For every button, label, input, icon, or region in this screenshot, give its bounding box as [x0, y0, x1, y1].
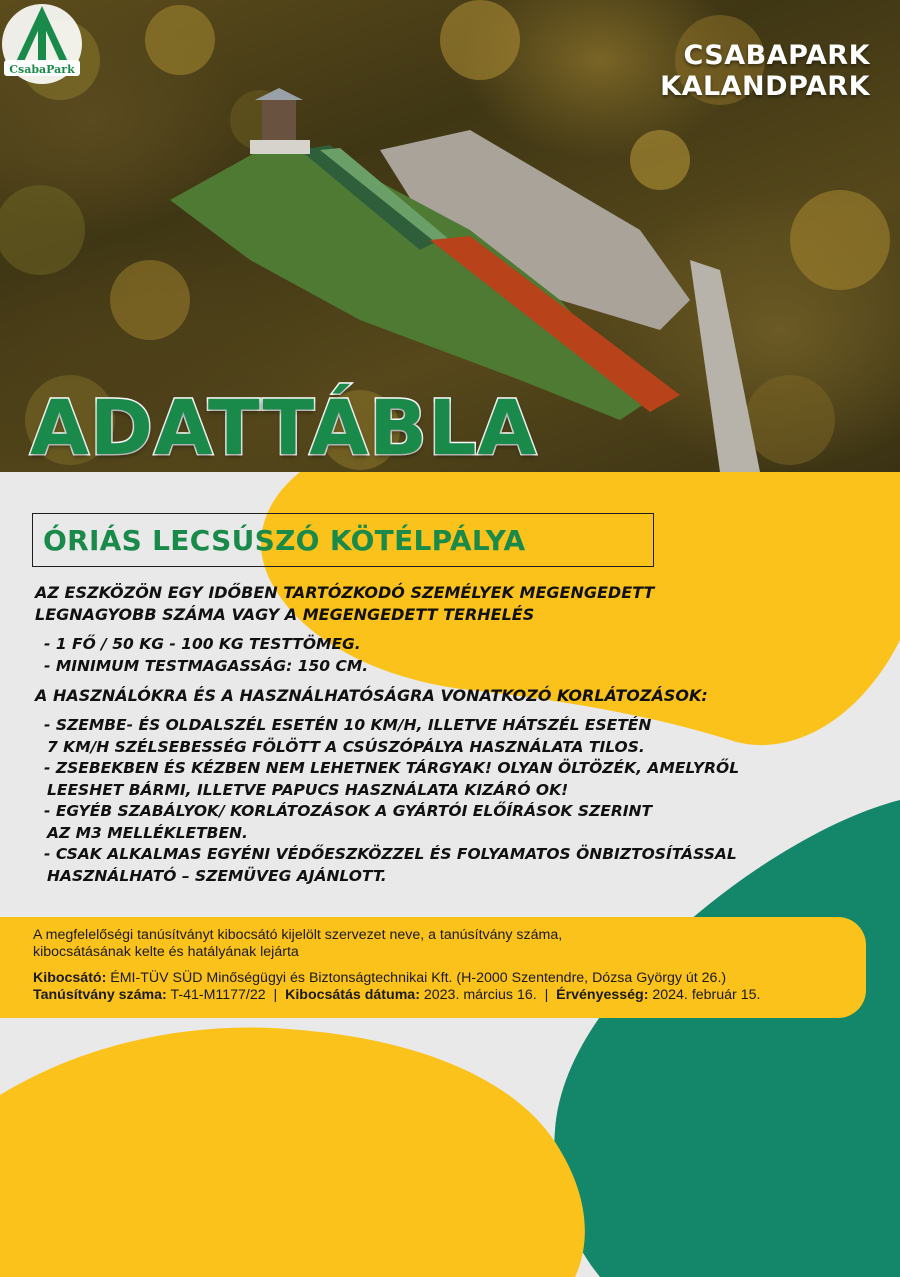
validity-label: Érvényesség:	[556, 987, 649, 1003]
validity-value: 2024. február 15.	[652, 987, 761, 1003]
restriction-item-line: 7 KM/H SZÉLSEBESSÉG FÖLÖTT A CSÚSZÓPÁLYA HASZNÁLATA TILOS.	[47, 737, 645, 756]
brand-line-1: CSABAPARK	[683, 40, 870, 71]
capacity-item: - 1 FŐ / 50 KG - 100 KG TESTTÖMEG.	[44, 635, 361, 653]
brand-wordmark	[660, 40, 870, 102]
restriction-item-line: LEESHET BÁRMI, ILLETVE PAPUCS HASZNÁLATA KIZÁRÓ OK!	[47, 780, 569, 799]
logo-text: CsabaPark	[9, 63, 75, 76]
issue-date-label: Kibocsátás dátuma:	[285, 987, 420, 1003]
issuer-label: Kibocsátó:	[33, 970, 107, 986]
restriction-item-line: - ZSEBEKBEN ÉS KÉZBEN NEM LEHETNEK TÁRGYAK! OLYAN ÖLTÖZÉK, AMELYRŐL	[44, 759, 740, 777]
issue-date-value: 2023. március 16.	[423, 987, 537, 1003]
certificate-number-value: T-41-M1177/22	[170, 987, 266, 1003]
yellow-blob-bottom	[0, 1028, 585, 1277]
certificate-issuer-row	[33, 970, 866, 987]
certificate-details-row	[33, 987, 866, 1004]
attraction-title: ÓRIÁS LECSÚSZÓ KÖTÉLPÁLYA	[43, 523, 526, 557]
separator: |	[544, 987, 549, 1003]
restriction-item-line: - EGYÉB SZABÁLYOK/ KORLÁTOZÁSOK A GYÁRTÓI ELŐÍRÁSOK SZERINT	[44, 802, 653, 820]
attraction-title-box	[32, 513, 654, 567]
restriction-item-line: - CSAK ALKALMAS EGYÉNI VÉDŐESZKÖZZEL ÉS FOLYAMATOS ÖNBIZTOSÍTÁSSAL	[44, 845, 737, 863]
capacity-heading-line-2: LEGNAGYOBB SZÁMA VAGY A MEGENGEDETT TERHELÉS	[35, 605, 535, 624]
restriction-item-line: AZ M3 MELLÉKLETBEN.	[47, 823, 248, 842]
issuer-value: ÉMI-TÜV SÜD Minőségügyi és Biztonságtechnikai Kft. (H-2000 Szentendre, Dózsa György út 26.)	[110, 970, 727, 986]
certificate-number-label: Tanúsítvány száma:	[33, 987, 167, 1003]
page-title: ADATTÁBLA	[30, 383, 538, 472]
certificate-info-band	[0, 917, 866, 1018]
restriction-item-line: HASZNÁLHATÓ – SZEMÜVEG AJÁNLOTT.	[47, 866, 387, 885]
brand-line-2: KALANDPARK	[660, 71, 870, 102]
csabapark-logo-icon	[0, 0, 84, 88]
restrictions-heading: A HASZNÁLÓKRA ÉS A HASZNÁLHATÓSÁGRA VONATKOZÓ KORLÁTOZÁSOK:	[35, 686, 708, 705]
aerial-park-photo	[0, 0, 900, 472]
separator: |	[273, 987, 278, 1003]
rules-content	[35, 582, 855, 887]
capacity-heading-line-1: AZ ESZKÖZÖN EGY IDŐBEN TARTÓZKODÓ SZEMÉLYEK MEGENGEDETT	[35, 583, 655, 602]
certificate-intro-line-2: kibocsátásának kelte és hatályának lejárta	[33, 944, 299, 960]
certificate-intro-line-1: A megfelelőségi tanúsítványt kibocsátó kijelölt szervezet neve, a tanúsítvány száma,	[33, 927, 563, 943]
capacity-item: - MINIMUM TESTMAGASSÁG: 150 CM.	[44, 656, 369, 675]
restriction-item-line: - SZEMBE- ÉS OLDALSZÉL ESETÉN 10 KM/H, ILLETVE HÁTSZÉL ESETÉN	[44, 716, 652, 734]
